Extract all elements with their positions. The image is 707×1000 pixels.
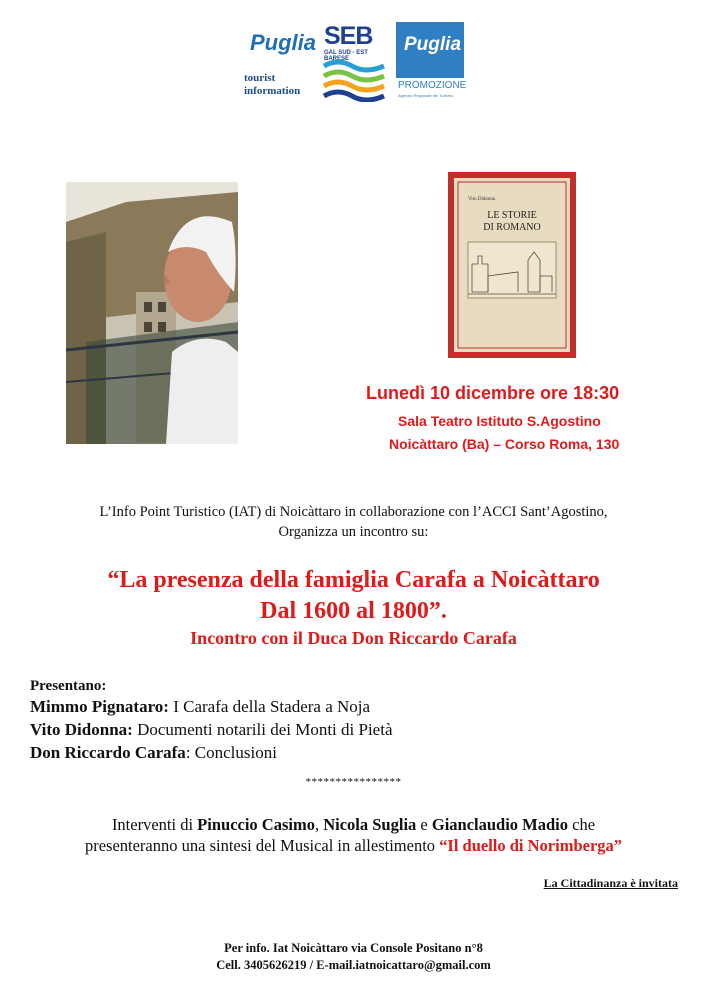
presenter-row (30, 720, 393, 740)
puglia-promozione-logo (396, 22, 466, 102)
presenter-row (30, 743, 277, 763)
seb-logo-mark: SEB (324, 22, 373, 50)
seb-waves-icon (322, 58, 386, 102)
separator: **************** (305, 776, 402, 788)
event-address: Noicàttaro (Ba) – Corso Roma, 130 (389, 436, 620, 452)
event-title-line-2: Dal 1600 al 1800”. (260, 598, 447, 624)
puglia-logo-mark: Puglia (250, 30, 317, 55)
book-cover (448, 172, 576, 358)
portrait-photo (66, 182, 238, 444)
puglia-promo-mark: Puglia (404, 34, 462, 55)
interventions-line-2: presenteranno una sintesi del Musical in allestimento “Il duello di Norimberga” (84, 836, 623, 855)
agency-text: Agenzia Regionale del Turismo (398, 93, 454, 98)
presenter-name: Vito Didonna: (30, 720, 133, 739)
seb-logo-sub: GAL SUD - EST BARESE (324, 50, 368, 62)
speaker-name: Pinuccio Casimo (197, 815, 315, 834)
event-title-line-1: “La presenza della famiglia Carafa a Noicàttaro (107, 567, 600, 593)
intro-line-1: L’Info Point Turistico (IAT) di Noicàttaro in collaborazione con l’ACCI Sant’Agostino, (99, 504, 608, 520)
intro-line-2: Organizza un incontro su: (278, 524, 429, 540)
presenter-topic: : Conclusioni (185, 743, 277, 762)
seb-gal-logo (318, 22, 390, 102)
event-subtitle: Incontro con il Duca Don Riccardo Carafa (190, 628, 517, 648)
event-date: Lunedì 10 dicembre ore 18:30 (366, 383, 620, 403)
presenter-topic: I Carafa della Stadera a Noja (168, 697, 371, 716)
tourist-info-text: tourist information (244, 72, 301, 97)
presenter-topic: Documenti notarili dei Monti di Pietà (132, 720, 393, 739)
book-title-line2: DI ROMANO (483, 222, 541, 233)
contact-phone-email: Cell. 3405626219 / E-mail.iatnoicattaro@gmail.com (216, 958, 491, 972)
musical-title: “Il duello di Norimberga” (439, 836, 623, 855)
presenters-heading: Presentano: (30, 678, 107, 694)
event-venue: Sala Teatro Istituto S.Agostino (398, 413, 601, 429)
invitation-note: La Cittadinanza è invitata (543, 876, 678, 890)
presenter-row (30, 697, 370, 717)
speaker-name: Gianclaudio Madio (431, 815, 569, 834)
book-title-line1: LE STORIE (487, 210, 537, 221)
presenter-name: Don Riccardo Carafa (30, 743, 186, 762)
puglia-tourist-logo (244, 30, 317, 100)
interventions-line-1: Interventi di Pinuccio Casimo, Nicola Suglia e Gianclaudio Madio che (111, 815, 596, 834)
book-author: Vito Didonna (468, 197, 496, 202)
presenter-name: Mimmo Pignataro: (30, 697, 169, 716)
promozione-text: PROMOZIONE (398, 80, 467, 91)
contact-address: Per info. Iat Noicàttaro via Console Positano n°8 (224, 941, 483, 955)
speaker-name: Nicola Suglia (323, 815, 417, 834)
